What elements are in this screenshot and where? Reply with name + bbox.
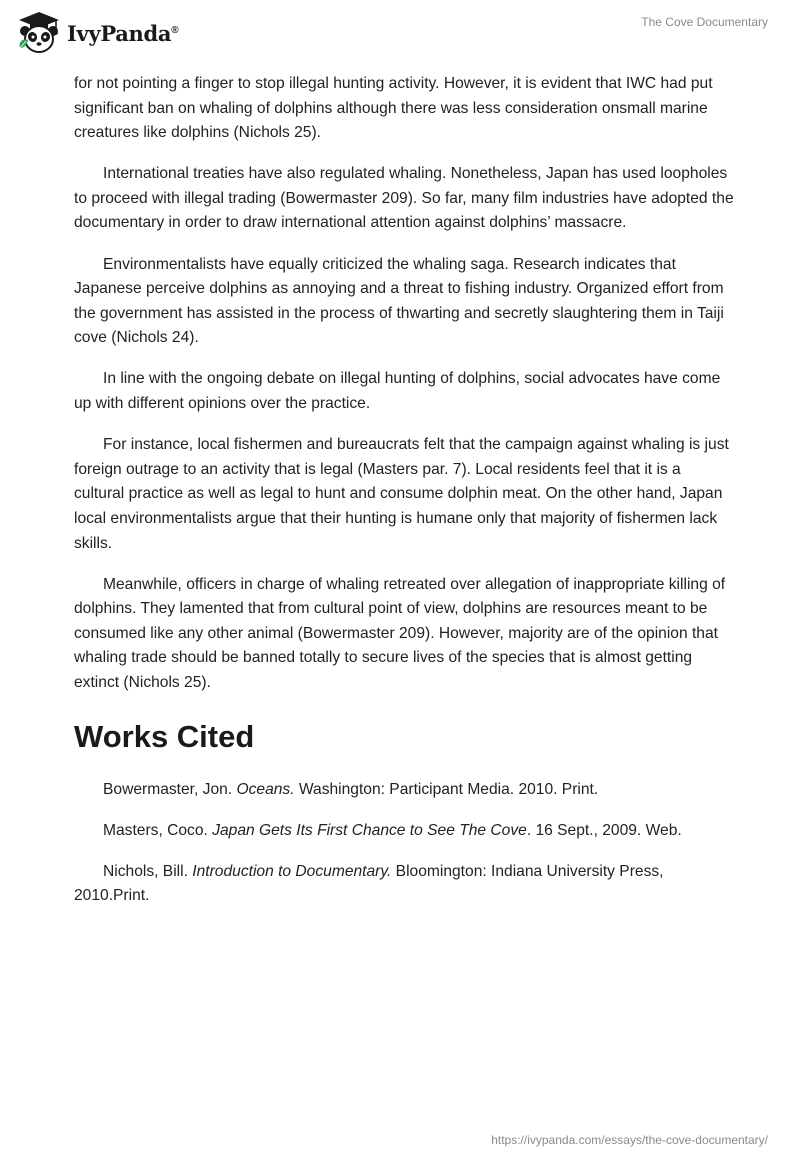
citation-author: Nichols, Bill.: [103, 862, 193, 880]
paragraph: Environmentalists have equally criticized the whaling saga. Research indicates that Japanese perceive dolphins as annoying and a threat to fishing industry. Organized effort from the government has assisted in the process of thwarting and secretly slaughtering them in Taiji cove (Nichols 24).: [74, 255, 724, 347]
essay-content: [74, 72, 734, 925]
citation-details: Washington: Participant Media. 2010. Print.: [294, 780, 599, 798]
citation-title: Japan Gets Its First Chance to See The Cove: [212, 821, 527, 839]
source-url-link[interactable]: https://ivypanda.com/essays/the-cove-documentary/: [491, 1133, 768, 1147]
citation-author: Masters, Coco.: [103, 821, 213, 839]
works-cited-heading: Works Cited: [74, 718, 255, 754]
brand-name: IvyPanda®: [67, 20, 179, 46]
citation-entry: [74, 778, 734, 803]
paragraph: In line with the ongoing debate on illegal hunting of dolphins, social advocates have come up with different opinions over the practice.: [74, 370, 721, 413]
citation-details: . 16 Sept., 2009. Web.: [526, 821, 682, 839]
citation-author: Bowermaster, Jon.: [103, 780, 237, 798]
citation-entry: [74, 819, 734, 844]
page-header: [0, 0, 800, 70]
paragraph: Meanwhile, officers in charge of whaling retreated over allegation of inappropriate killing of dolphins. They lamented that from cultural point of view, dolphins are resources meant to be consumed like any other animal (Bowermaster 209). However, majority are of the opinion that whaling trade should be banned totally to secure lives of the species that is almost getting extinct (Nichols 25).: [74, 575, 726, 691]
citation-title: Oceans.: [236, 780, 295, 798]
citation-title: Introduction to Documentary.: [192, 862, 392, 880]
panda-graduate-icon: [16, 10, 62, 56]
paragraph: for not pointing a finger to stop illegal hunting activity. However, it is evident that IWC had put significant ban on whaling of dolphins although there was less consideration onsmall marine creatures like dolphins (Nichols 25).: [74, 75, 713, 142]
citation-details: Bloomington: Indiana University Press, 2010.Print.: [74, 862, 664, 905]
paragraph: International treaties have also regulated whaling. Nonetheless, Japan has used loopholes to proceed with illegal trading (Bowermaster 209). So far, many film industries have adopted the documentary in order to draw international attention against dolphins’ massacre.: [74, 165, 734, 232]
citation-entry: [74, 860, 734, 909]
document-title: The Cove Documentary: [641, 15, 768, 29]
ivypanda-logo[interactable]: [16, 10, 178, 56]
paragraph: For instance, local fishermen and bureaucrats felt that the campaign against whaling is just foreign outrage to an activity that is legal (Masters par. 7). Local residents feel that it is a cultural practice as well as legal to hunt and consume dolphin meat. On the other hand, Japan local environmentalists argue that their hunting is humane only that majority of fishermen lack skills.: [74, 436, 729, 552]
